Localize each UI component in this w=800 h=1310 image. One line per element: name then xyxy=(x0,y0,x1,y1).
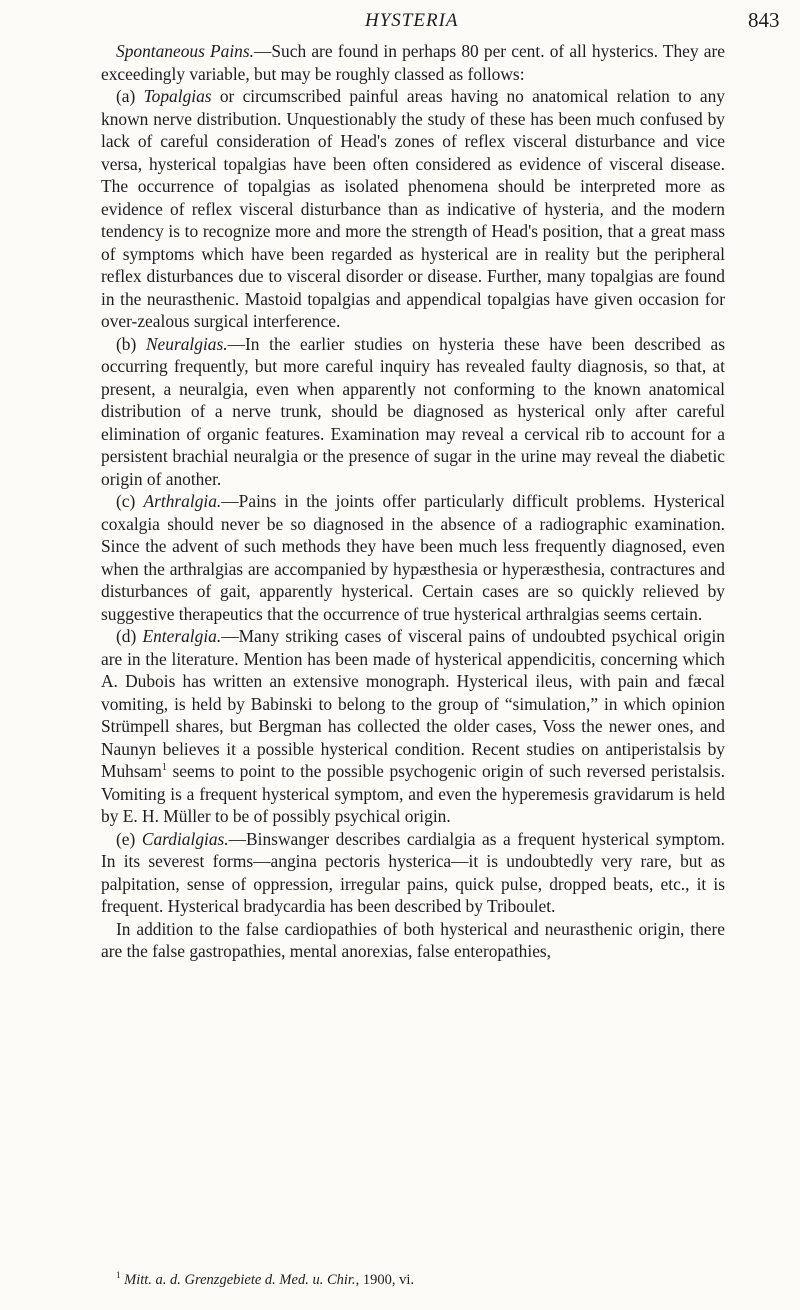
paragraph-spontaneous-pains xyxy=(101,40,725,85)
paragraph-text: seems to point to the possible psychogenic origin of such reversed peristalsis. Vomiting is a frequent hysterical symptom, and even the hyperemesis gravidarum is held by E. H. Müller to be of possibly psychical origin. xyxy=(101,761,725,826)
paragraph-enteralgia xyxy=(101,625,725,828)
item-label: (e) xyxy=(116,828,142,849)
paragraph-arthralgia xyxy=(101,490,725,625)
footnote xyxy=(101,1271,725,1289)
page-header xyxy=(0,6,800,38)
item-label: (b) xyxy=(116,333,146,354)
item-label: (c) xyxy=(116,491,144,511)
footnote-reference: 1 xyxy=(161,762,167,774)
paragraph-text: —Pains in the joints offer particularly difficult problems. Hysterical coxalgia should never be so diagnosed in the absence of a radiographic examination. Since the advent of such methods they have been much less frequently diagnosed, even when the arthralgias are accompanied by hypæsthesia or hyperæsthesia, contractures and disturbances of gait, apparently hysterical. Certain cases are so quickly relieved by suggestive therapeutics that the occurrence of true hysterical arthralgias seems certain. xyxy=(101,491,725,624)
heading-spontaneous-pains: Spontaneous Pains. xyxy=(116,41,254,61)
item-label: (a) xyxy=(116,86,144,106)
footnote-mark: 1 xyxy=(116,1270,121,1281)
footnote-text: , 1900, vi. xyxy=(355,1272,414,1288)
paragraph-cardialgias xyxy=(101,828,725,918)
paragraph-false-pathies xyxy=(101,918,725,963)
paragraph-topalgias xyxy=(101,85,725,333)
paragraph-text: In addition to the false cardiopathies of both hysterical and neurasthenic origin, there are the false gastropathies, mental anorexias, false enteropathies, xyxy=(101,918,725,961)
heading-enteralgia: Enteralgia. xyxy=(142,626,222,646)
paragraph-text: —Such are found in perhaps 80 per cent. of all hysterics. They are exceedingly variable, but may be roughly classed as follows: xyxy=(101,41,725,84)
heading-arthralgia: Arthralgia. xyxy=(143,491,222,511)
heading-topalgias: Topalgias xyxy=(143,86,212,106)
paragraph-neuralgias xyxy=(101,333,725,491)
paragraph-text: —Binswanger describes cardialgia as a frequent hysterical symptom. In its severest forms—angina pectoris hysterica—it is undoubtedly very rare, but as palpitation, sense of oppression, irregular pains, quick pulse, dropped beats, etc., it is frequent. Hysterical bradycardia has been described by Triboulet. xyxy=(101,828,725,916)
item-label: (d) xyxy=(116,626,143,646)
paragraph-text: or circumscribed painful areas having no anatomical relation to any known nerve distribution. Unquestionably the study of these has been much confused by lack of careful consideration of Head's zones of reflex visceral disturbance and vice versa, hysterical topalgias have been often considered as evidence of visceral disease. The occurrence of topalgias as isolated phenomena should be interpreted more as evidence of reflex visceral disturbance than as indicative of hysteria, and the modern tendency is to recognize more and more the strength of Head's position, that a great mass of symptoms which have been regarded as hysterical are in reality but the peripheral reflex disturbances due to visceral disorder or disease. Further, many topalgias are found in the neurasthenic. Mastoid topalgias and appendical topalgias have given occasion for over-zealous surgical interference. xyxy=(101,86,725,331)
paragraph-text: —In the earlier studies on hysteria these have been described as occurring frequently, but more careful inquiry has revealed faulty diagnosis, so that, at present, a neuralgia, even when apparently not conforming to the known anatomical distribution of a nerve trunk, should be diagnosed as hysterical only after careful elimination of organic features. Examination may reveal a cervical rib to account for a persistent brachial neuralgia or the presence of sugar in the urine may reveal the diabetic origin of another. xyxy=(101,333,725,489)
body-text xyxy=(101,40,725,963)
heading-neuralgias: Neuralgias. xyxy=(145,333,228,354)
footnote-title: Mitt. a. d. Grenzgebiete d. Med. u. Chir. xyxy=(124,1272,356,1288)
paragraph-text: —Many striking cases of visceral pains of undoubted psychical origin are in the literature. Mention has been made of hysterical appendicitis, concerning which A. Dubois has written an extensive monograph. Hysterical ileus, with pain and fæcal vomiting, is held by Babinski to belong to the group of “simulation,” in which opinion Strümpell shares, but Bergman has collected the older cases, Voss the newer ones, and Naunyn believes it a possible hysterical condition. Recent studies on antiperistalsis by Muhsam xyxy=(101,626,725,781)
heading-cardialgias: Cardialgias. xyxy=(141,828,229,849)
page-number: 843 xyxy=(748,8,780,32)
running-head: HYSTERIA xyxy=(365,10,459,31)
